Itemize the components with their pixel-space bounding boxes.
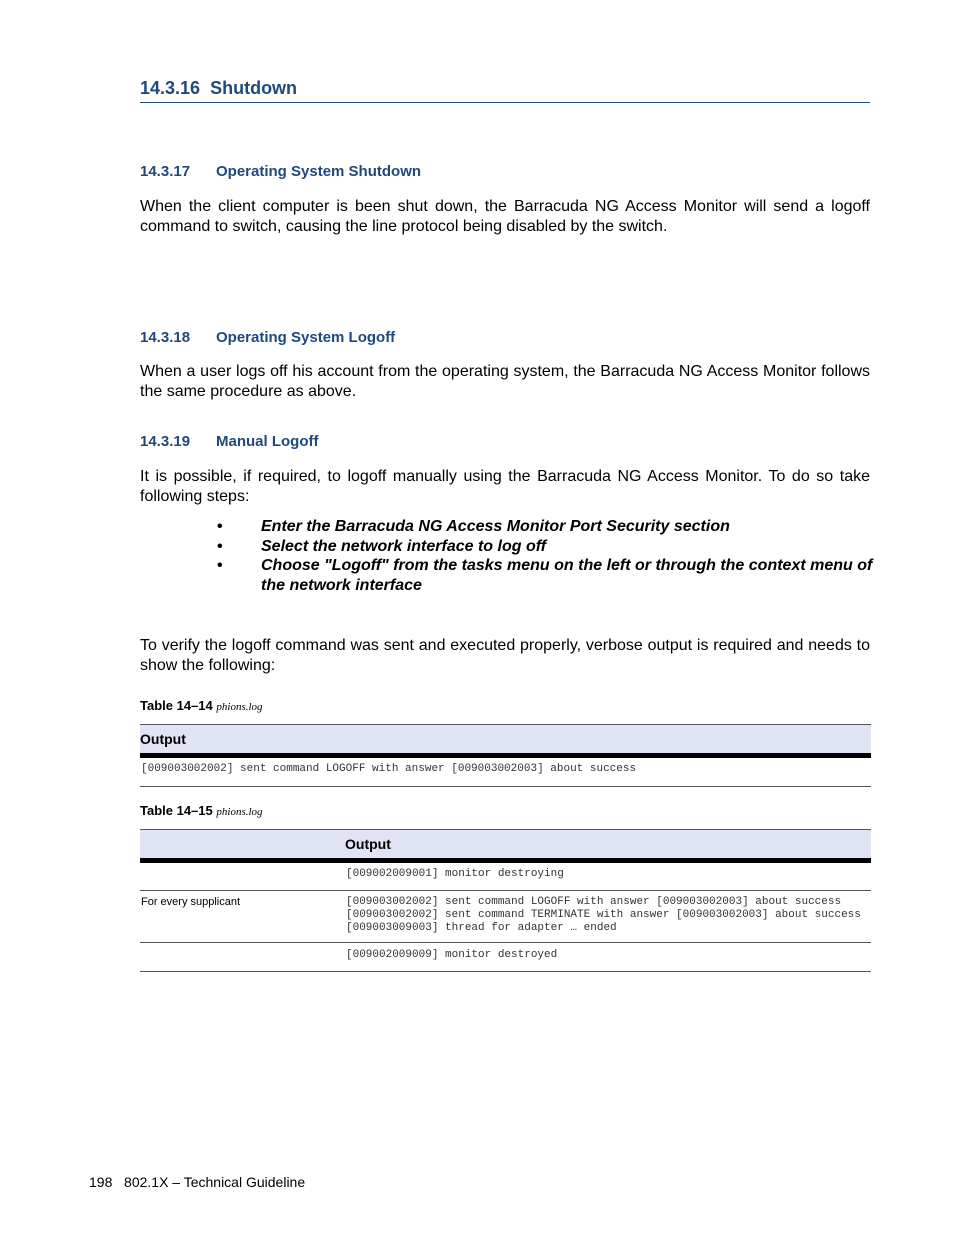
subsection-number: 14.3.18: [140, 329, 191, 346]
log-output: [009003002002] sent command LOGOFF with answer [009003002003] about success [009003002002] sent command TERMINATE with answer [009003002003] about success [009003009003] thread for adapter … ended: [346, 896, 861, 934]
table-caption: Table 14–14 phions.log: [140, 698, 263, 713]
paragraph-os-shutdown: When the client computer is been shut down, the Barracuda NG Access Monitor will send a logoff command to switch, causing the line protocol being disabled by the switch.: [140, 198, 870, 235]
paragraph-manual-logoff: It is possible, if required, to logoff manually using the Barracuda NG Access Monitor. To do so take following steps:: [140, 468, 870, 505]
log-output: [009002009009] monitor destroyed: [346, 949, 558, 961]
subsection-number: 14.3.17: [140, 163, 191, 180]
subsection-title: Operating System Logoff: [216, 329, 396, 346]
row-label: For every supplicant: [140, 891, 345, 943]
subsection-heading-manual-logoff: [140, 433, 870, 450]
table-row: [140, 891, 871, 943]
list-item: • Select the network interface to log off: [217, 537, 547, 555]
subsection-heading-os-shutdown: [140, 163, 870, 180]
row-label: [140, 861, 345, 891]
table-caption: Table 14–15 phions.log: [140, 803, 263, 818]
list-item: • Choose "Logoff" from the tasks menu on the left or through the context menu of the network interface: [217, 557, 873, 594]
table-14-15: [140, 829, 871, 972]
table-source: phions.log: [216, 806, 263, 818]
page-footer: [89, 1174, 305, 1190]
steps-list: [217, 517, 877, 595]
table-header-label: [140, 830, 345, 861]
table-row: [140, 861, 871, 891]
log-output: [009002009001] monitor destroying: [346, 868, 564, 880]
subsection-number: 14.3.19: [140, 433, 191, 450]
section-title: Shutdown: [210, 78, 298, 98]
bullet-glyph: •: [217, 537, 223, 555]
paragraph-verify: To verify the logoff command was sent and executed properly, verbose output is required and needs to show the following:: [140, 637, 870, 674]
log-line: [009003002002] sent command LOGOFF with answer [009003002003] about success: [141, 763, 637, 775]
section-heading: [140, 78, 870, 103]
footer-title: 802.1X – Technical Guideline: [124, 1174, 306, 1190]
table-row: [140, 943, 871, 972]
table-header: Output: [140, 725, 871, 756]
subsection-title: Operating System Shutdown: [216, 163, 422, 180]
row-label: [140, 943, 345, 972]
table-source: phions.log: [216, 701, 263, 713]
bullet-glyph: •: [217, 557, 223, 574]
page-number: 198: [89, 1174, 113, 1190]
table-header: Output: [345, 830, 871, 861]
bullet-glyph: •: [217, 518, 223, 535]
subsection-heading-os-logoff: [140, 329, 870, 346]
table-14-14: [140, 724, 871, 787]
list-item: • Enter the Barracuda NG Access Monitor Port Security section: [217, 518, 730, 535]
section-number: 14.3.16: [140, 78, 201, 98]
table-row: [140, 756, 871, 787]
paragraph-os-logoff: When a user logs off his account from the operating system, the Barracuda NG Access Monitor follows the same procedure as above.: [140, 363, 870, 400]
subsection-title: Manual Logoff: [216, 433, 319, 450]
